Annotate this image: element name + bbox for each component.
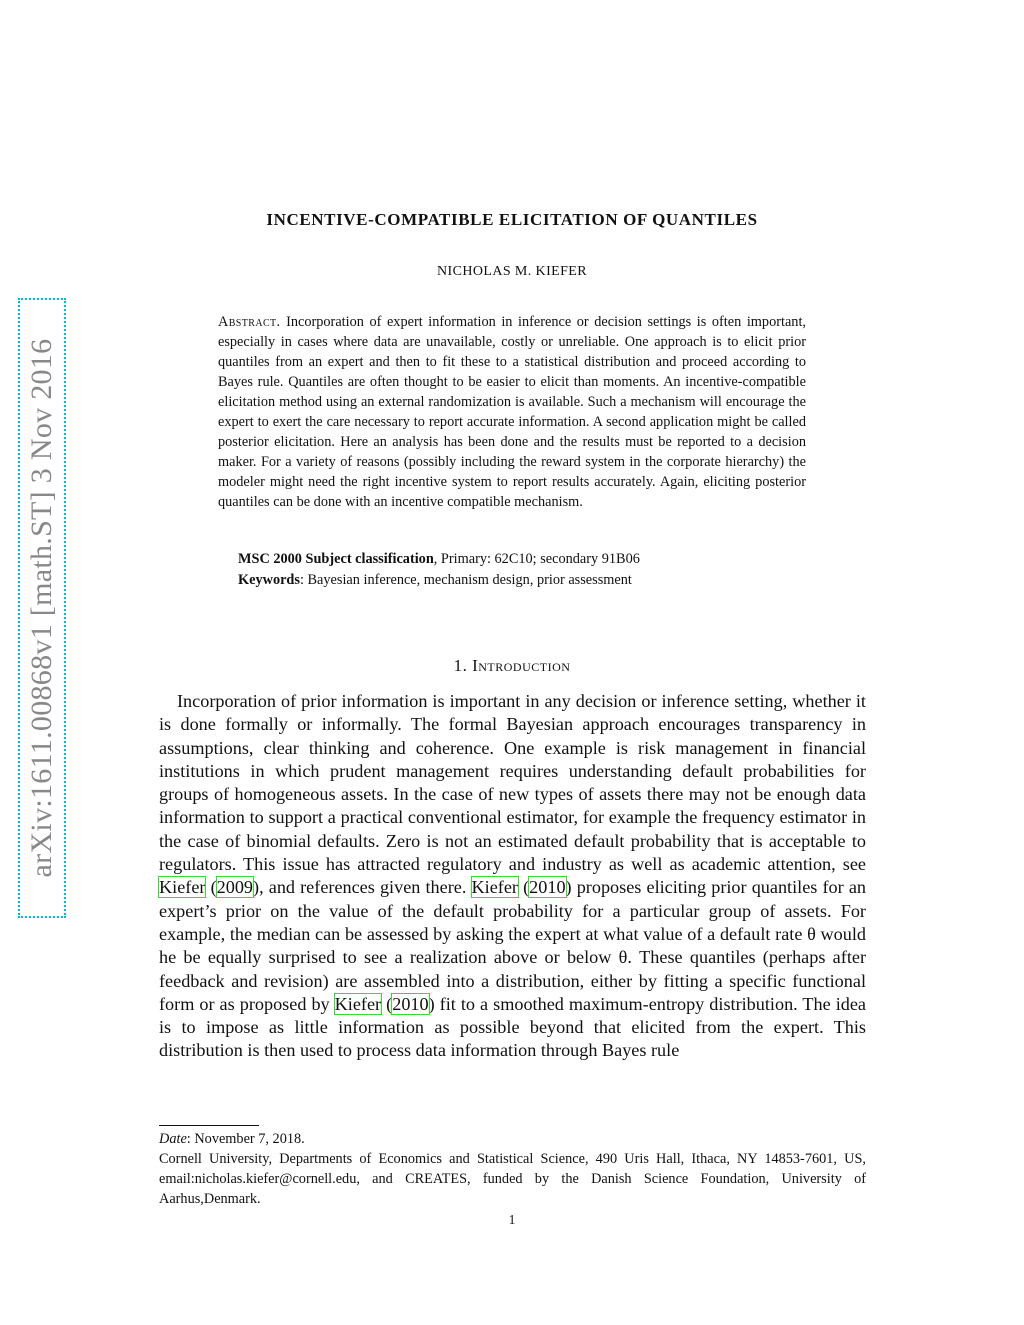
arxiv-stamp-text: arXiv:1611.00868v1 [math.ST] 3 Nov 2016 bbox=[25, 338, 58, 878]
footnote-date-value: : November 7, 2018. bbox=[186, 1131, 305, 1147]
footnote-date-label: Date bbox=[159, 1131, 187, 1147]
body-text-part-1: Incorporation of prior information is important in any decision or inference setting, whether it is done formally or informally. The formal Bayesian approach encourages transparency in assumptions, clear thinking and coherence. One example is risk management in financial institutions in which prudent management requires understanding default probabilities for groups of homogeneous assets. In the case of new types of assets there may not be enough data information to support a practical conventional estimator, for example the frequency estimator in the case of binomial defaults. Zero is not an estimated default probability that is acceptable to regulators. This issue has attracted regulatory and industry as well as academic attention, see bbox=[159, 691, 866, 875]
page-number: 1 bbox=[508, 1212, 516, 1227]
paper-author: NICHOLAS M. KIEFER bbox=[437, 264, 587, 279]
msc-label: MSC 2000 Subject classification bbox=[238, 551, 434, 567]
citation-link-2009[interactable]: 2009 bbox=[216, 877, 254, 898]
footnote-affiliation: Cornell University, Departments of Economics and Statistical Science, 490 Uris Hall, Ithaca, NY 14853-7601, US, email:nicholas.kiefer@cornell.edu, and CREATES, funded by the Danish Science Foundation, University of Aarhus,Denmark. bbox=[159, 1151, 866, 1207]
introduction-paragraph: Incorporation of prior information is important in any decision or inference setting, whether it is done formally or informally. The formal Bayesian approach encourages transparency in assumptions, clear thinking and coherence. One example is risk management in financial institutions in which prudent management requires understanding default probabilities for groups of homogeneous assets. In the case of new types of assets there may not be enough data information to support a practical conventional estimator, for example the frequency estimator in the case of binomial defaults. Zero is not an estimated default probability that is acceptable to regulators. This issue has attracted regulatory and industry as well as academic attention, see Kiefer (2009), and references given there. Kiefer (2010) proposes eliciting prior quantiles for an expert’s prior on the value of the default probability for a particular group of assets. For example, the median can be assessed by asking the expert at what value of a default rate θ would he be equally surprised to see a realization above or below θ. These quantiles (perhaps after feedback and revision) are assembled into a distribution, either by fitting a specific functional form or as proposed by Kiefer (2010) fit to a smoothed maximum-entropy distribution. The idea is to impose as little information as possible beyond that elicited from the expert. This distribution is then used to process data information through Bayes rule bbox=[159, 691, 867, 1061]
msc-value: , Primary: 62C10; secondary 91B06 bbox=[433, 551, 640, 567]
citation-link-kiefer[interactable]: Kiefer bbox=[334, 993, 382, 1014]
abstract-heading: Abstract. bbox=[218, 314, 281, 330]
paper-title: INCENTIVE-COMPATIBLE ELICITATION OF QUANTILES bbox=[266, 210, 758, 229]
citation-link-kiefer[interactable]: Kiefer bbox=[471, 877, 518, 898]
citation-link-kiefer[interactable]: Kiefer bbox=[159, 877, 206, 898]
body-text-part-3: ) proposes eliciting prior quantiles for an expert’s prior on the value of the default probability for a particular group of assets. For example, the median can be assessed by asking the expert at what value of a default rate θ would he be equally surprised to see a realization above or below θ. These quantiles (perhaps after feedback and revision) are assembled into a distribution, either by fitting a specific functional form or as proposed by bbox=[159, 877, 866, 1014]
body-text-part-2: ), and references given there. bbox=[253, 877, 472, 898]
footnotes bbox=[159, 1129, 866, 1209]
footnote-rule bbox=[159, 1125, 259, 1126]
keywords-value: : Bayesian inference, mechanism design, prior assessment bbox=[299, 572, 632, 588]
citation-link-2010[interactable]: 2010 bbox=[392, 993, 429, 1014]
body-text-part-4: ) fit to a smoothed maximum-entropy distribution. The idea is to impose as little information as possible beyond that elicited from the expert. This distribution is then used to process data information through Bayes rule bbox=[159, 993, 867, 1061]
abstract bbox=[218, 312, 806, 512]
keywords-label: Keywords bbox=[238, 572, 300, 588]
footnote-date bbox=[159, 1129, 866, 1149]
abstract-text: Incorporation of expert information in inference or decision settings is often important, especially in cases where data are unavailable, costly or unreliable. One approach is to elicit prior quantiles from an expert and then to fit these to a statistical distribution and proceed according to Bayes rule. Quantiles are often thought to be easier to elicit than moments. An incentive-compatible elicitation method using an external randomization is available. Such a mechanism will encourage the expert to exert the care necessary to report accurate information. A second application might be called posterior elicitation. Here an analysis has been done and the results must be reported to a decision maker. For a variety of reasons (possibly including the reward system in the corporate hierarchy) the modeler might need the right incentive system to report results accurately. Again, eliciting posterior quantiles can be done with an incentive compatible mechanism. bbox=[218, 314, 806, 510]
msc-classification bbox=[238, 551, 640, 568]
keywords bbox=[238, 572, 632, 589]
arxiv-stamp[interactable] bbox=[18, 298, 66, 918]
citation-link-2010[interactable]: 2010 bbox=[529, 877, 566, 898]
section-heading-introduction: 1. Introduction bbox=[453, 656, 571, 675]
